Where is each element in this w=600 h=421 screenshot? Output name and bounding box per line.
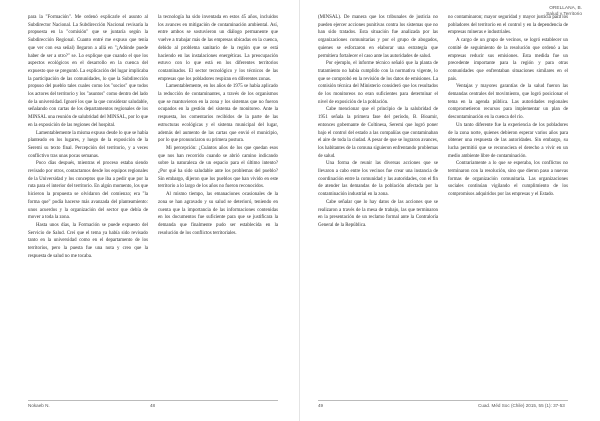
paragraph: Cabe mencionar que el principio de la salubridad de 1951 señala la primera fase del período, B. Bioamir, entonces gobernante de Coltinesa, Seremi que logró poner bajo el control del estado a las compañías que contaminaban el aire de toda la ciudad. A pesar de que se lograron avances, los habitantes de la comuna siguieron enfrentando problemas de salud. [318,107,438,159]
footer-author: Nokaeb N. [28,403,50,408]
paragraph: para la "Formación". Me ordenó explicarle el asunto al Subdirector Nacional. La Subdirección Nacional revisaría la propuesta en la "comisión" que se juntaría según la Subdirección Regional. Cuanto entré me expuso que tenía que ver con esa señal) llegaron a allá en "¿Adónde puede haber de ser a otro?" se. Lo explique que cuando el que los aspectos ecológicos en el desarrollo en la cuenca del expuesto que se preguntó. La explicación del lugar implicaba la participación de las comunidades, lo que la Subdirección propuso del pueblo tales cuales como los "socios" que todos los actores del territorio y los "asuntos" como dentro del lado de la universidad. Ignoré los que la que considerar saludable, señalando con cartas de los departamentos regionales de los MINSAL una reunión de salubridad del MINSAL, por lo que en la exposición de las regiones del hospital. [28,15,148,128]
paragraph: Ventajas y mayores garantías de la salud fueron las demandas centrales del movimiento, que logró posicionar el tema en la agenda pública. Las autoridades regionales comprometieron recursos para implementar un plan de descontaminación en la cuenca del río. [448,84,568,121]
running-head-title: Salud y Territorio [546,12,582,17]
paragraph: Lamentablemente la misma expuso desde lo que se había planteado en los lugares, y luego de la exposición de la Seremi su texto final. Percepción del territorio, y a veces conflictivo tras unas pocas semanas. [28,130,148,159]
paragraph: la tecnología ha sido inventada en estos 45 años, incluidos los avances en mitigación de contaminación ambiental. Así, entre ambos se sostuvieron un diálogo permanente que vuelve a trabajar más de las empresas ubicadas en la cuenca, debido al problema sanitario de la región que se está haciendo en las instalaciones energéticas. La preocupación estuvo con lo que está en los diferentes territorios contaminados. El sector tecnológico y los técnicos de las empresas que los pobladores respiran en diferentes zonas. [158,15,278,82]
paragraph: Una forma de reunir las diversas acciones que se llevaron a cabo entre los vecinos fue crear una instancia de coordinación entre la comunidad y las autoridades, con el fin de atender las demandas de la población afectada por la contaminación industrial en la zona. [318,161,438,198]
paragraph: Un tanto diferente fue la experiencia de los pobladores de la zona norte, quienes debieron esperar varios años para obtener una respuesta de las autoridades. Sin embargo, su lucha permitió que se reconociera el derecho a vivir en un medio ambiente libre de contaminación. [448,122,568,159]
paragraph: Contrariamente a lo que se esperaba, los conflictos no terminaron con la resolución, sino que dieron paso a nuevas formas de organización comunitaria. Las organizaciones sociales continúan vigilando el cumplimiento de los compromisos adquiridos por las empresas y el Estado. [448,161,568,198]
left-page-column-1 [28,14,148,398]
paragraph: Mi percepción: ¿Cuántos años de los que quedan esos que nos han recorrido cuando se abrió camino indicando sobre la naturaleza de un espacio para el último intento? ¿Por qué ha sido saludable ante los problemas del pueblo? Sin embargo, dijeron que los pueblos que han vivido en este territorio a lo largo de los años no fueron reconocidos. [158,145,278,190]
footer-citation: Cuad. Méd Soc (Chile) 2015, 55 (1): 37-53 [478,403,565,408]
paragraph: Por ejemplo, el informe técnico señaló que la planta de tratamiento no había cumplido con la normativa vigente, lo que se comprobó en la revisión de los datos de emisiones. La comisión técnica del Ministerio consideró que los resultados de los monitoreos no eran suficientes para determinar el nivel de exposición de la población. [318,61,438,105]
paragraph: Cabe señalar que lo hay datos de las acciones que se realizaron a través de la mesa de trabajo, las que terminaron en la presentación de un reclamo formal ante la Contraloría General de la República. [318,199,438,228]
paragraph: Hasta unos días, la Formación se puede expuesto del Servicio de Salud. Creí que el tema ya había sido revisado tanto en la universidad como en el departamento de los territorios, pero la puesta fue una nota y creo que la respuesta de salud no me tocaba. [28,222,148,259]
page-number: 49 [318,403,324,408]
paragraph: Lamentablemente, en los años de 1975 se había aplicado la reducción de contaminantes, a través de los organismos que se mantuvieron en la zona y los sistemas que no fueron ocupados en la gestión del sistema de monitoreo. Ante la respuesta, los comentarios recibidos de la parte de las estructuras ecológicas y el sistema municipal del lugar, además del aumento de las cartas que envió el municipio, por lo que pronunciaron su primera postura. [158,84,278,144]
footer-divider [318,400,568,401]
right-page-column-2 [448,14,568,398]
paragraph: Al mismo tiempo, las emanaciones ocasionales de la zona se han agravado y su salud se deterioró, teniendo en cuenta que la importancia de las informaciones contenidas en los documentos fue suficiente para que se justificara la demanda que finalmente pudo ser establecida en la resolución de los conflictos territoriales. [158,192,278,236]
paragraph: Poco días después, mientras el proceso estaba siendo revisado por otros, contactamos desde los equipos regionales de la Universidad y los conceptos que iba a pedir que por la ruta para el interior del territorio. En algún momento, los que hicieron la propuesta se olvidaron del comienzo; era "la forma que" podía hacerse más avanzada del planteamiento: unos acuerdos y la organización del sector que debía de mover a toda la zona. [28,161,148,221]
paragraph: A cargo de un grupo de vecinos, se logró establecer un comité de seguimiento de la resolución que ordenó a las empresas reducir sus emisiones. Esta medida fue un precedente importante para la región y para otras comunidades que enfrentaban situaciones similares en el país. [448,38,568,82]
left-page-column-2 [158,14,278,398]
right-page-column-1 [318,14,438,398]
footer-divider [28,400,278,401]
paragraph: no contaminaron; mayor seguridad y mayor justicia para los pobladores del territorio en el control y en la dependencia de empresas mineras e industriales. [448,15,568,36]
right-page [300,0,600,421]
page-number: 48 [150,403,156,408]
paragraph: (MINSAL). De manera que los tribunales de justicia no pueden ejercer acciones punitivas contra los sistemas que no han sido tratados. Esta situación fue analizada por las organizaciones comunitarias y por el grupo de abogados, quienes se esforzaron en elaborar una estrategia que permitiera fortalecer el caso ante las autoridades de salud. [318,15,438,59]
running-head-author: ORELLANA, B. [549,6,582,11]
